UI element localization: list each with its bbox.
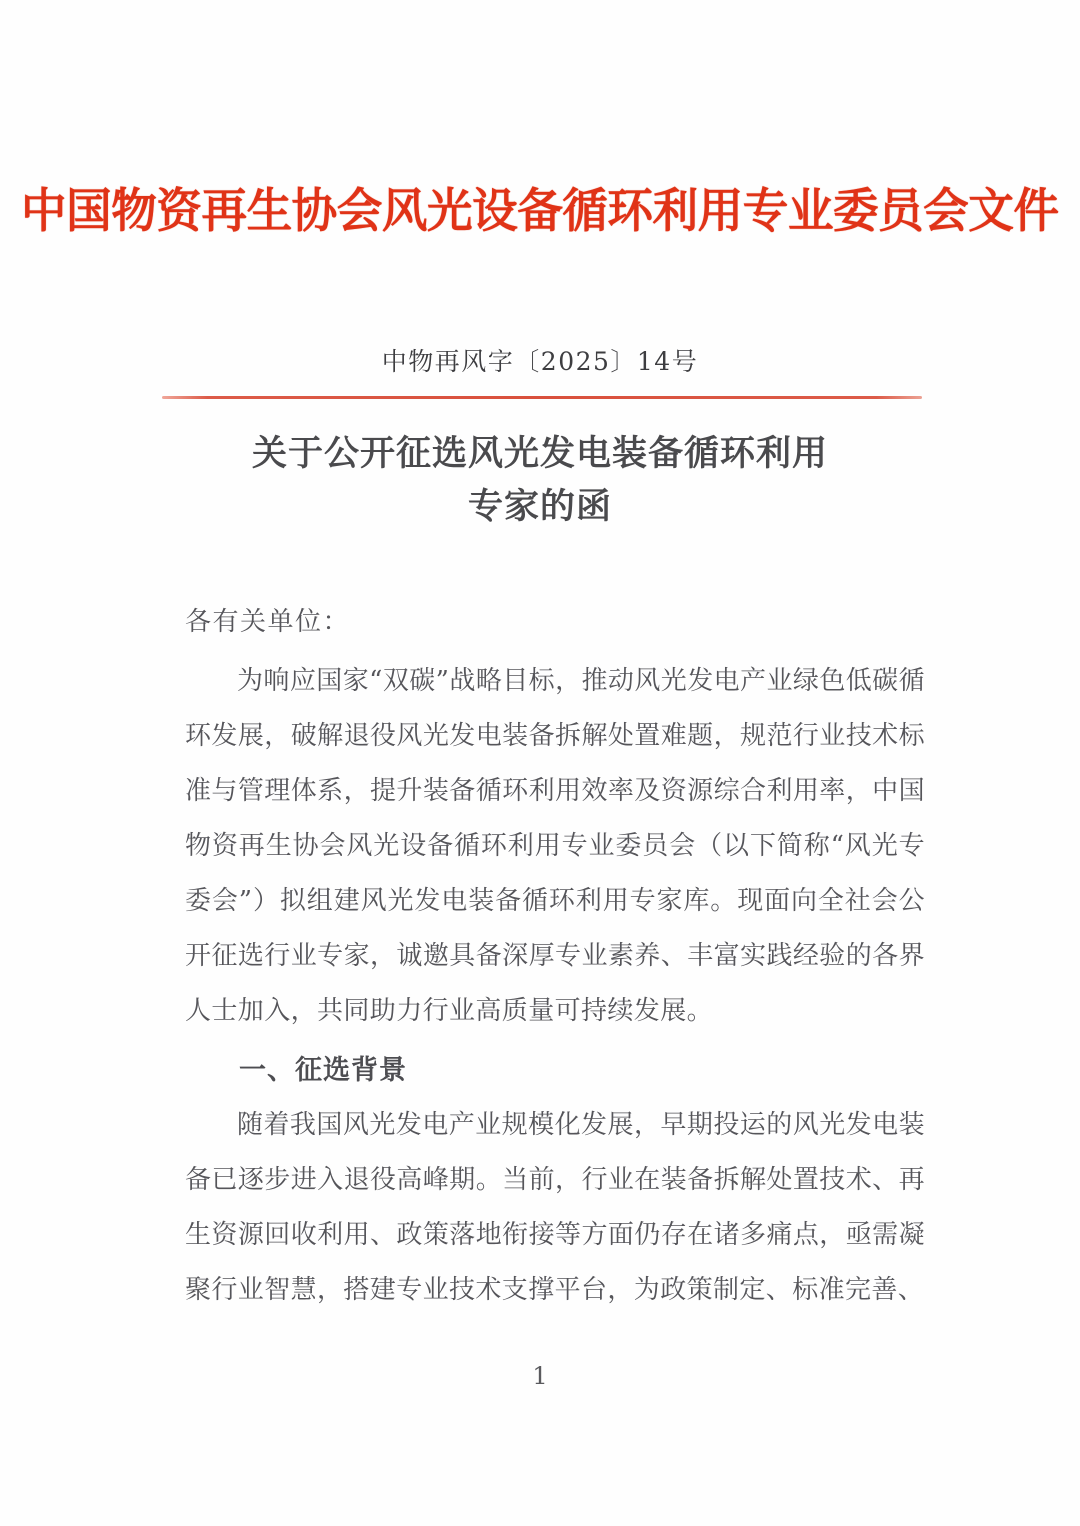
- page-number: 1: [532, 1362, 548, 1390]
- intro-paragraph: 为响应国家“双碳”战略目标，推动风光发电产业绿色低碳循环发展，破解退役风光发电装备拆解处置难题，规范行业技术标准与管理体系，提升装备循环利用效率及资源综合利用率，中国物资再生协会风光设备循环利用专业委员会（以下简称“风光专委会”）拟组建风光发电装备循环利用专家库。现面向全社会公开征选行业专家，诚邀具备深厚专业素养、丰富实践经验的各界人士加入，共同助力行业高质量可持续发展。: [185, 665, 925, 1026]
- section-heading-background: 一、征选背景: [239, 1054, 407, 1085]
- masthead-title: 中国物资再生协会风光设备循环利用专业委员会文件: [21, 184, 1059, 239]
- document-masthead: [0, 186, 1080, 239]
- document-title: [150, 428, 930, 533]
- document-title-line-1: 关于公开征选风光发电装备循环利用: [251, 434, 828, 473]
- red-divider-rule: [162, 396, 922, 399]
- section-paragraph-background: 随着我国风光发电产业规模化发展，早期投运的风光发电装备已逐步进入退役高峰期。当前，行业在装备拆解处置技术、再生资源回收利用、政策落地衔接等方面仍存在诸多痛点，亟需凝聚行业智慧，搭建专业技术支撑平台，为政策制定、标准完善、: [185, 1109, 925, 1305]
- document-body: [185, 604, 925, 1318]
- document-title-line-2: 专家的函: [467, 486, 612, 526]
- salutation: 各有关单位：: [185, 607, 351, 637]
- document-serial-number: 中物再风字〔2025〕14号: [381, 347, 699, 376]
